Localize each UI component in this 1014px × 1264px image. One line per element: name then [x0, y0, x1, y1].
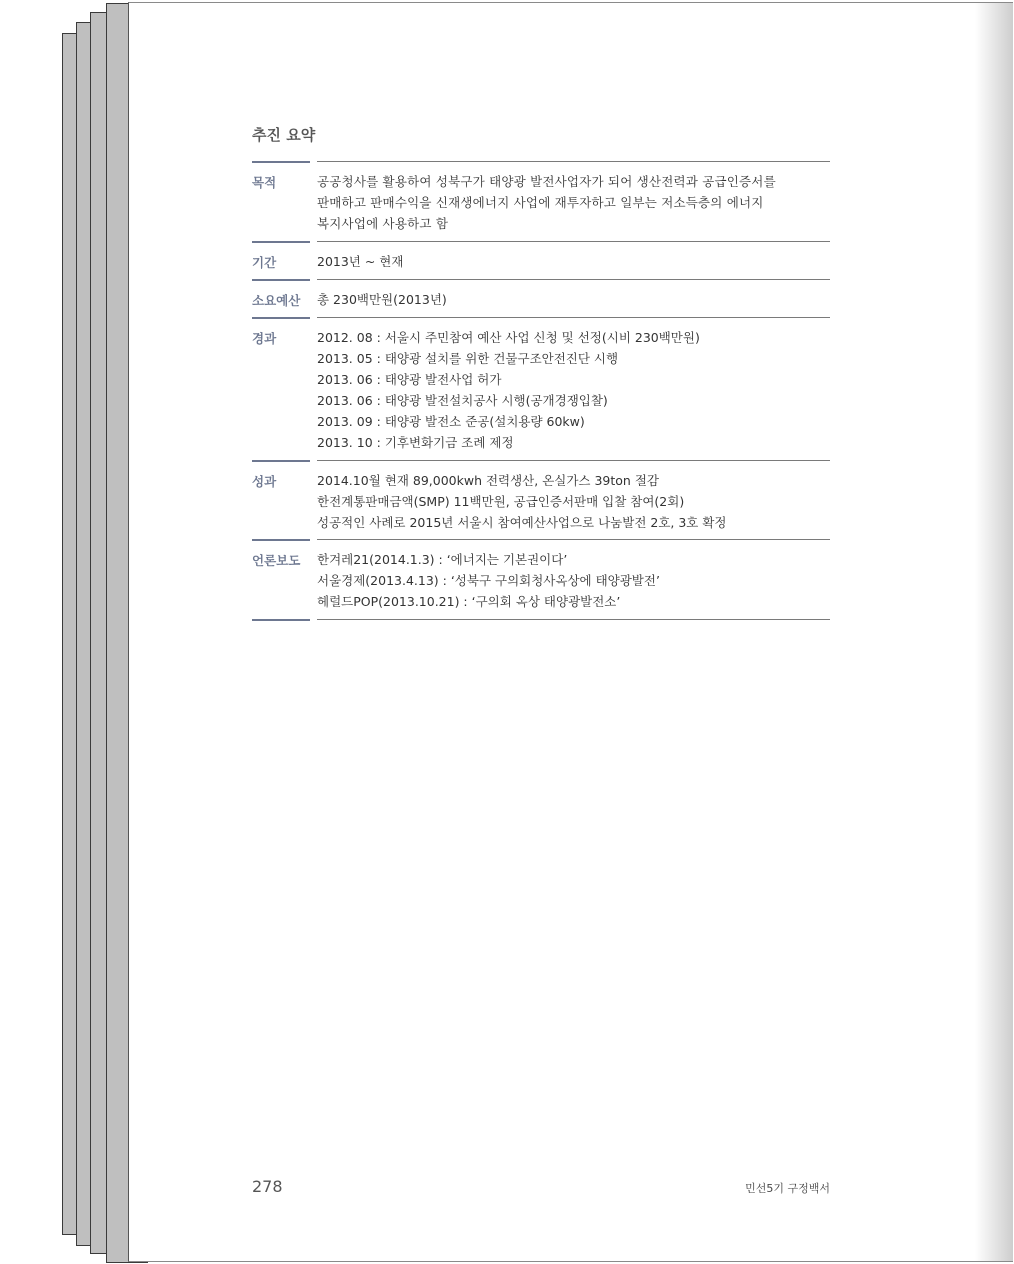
section-title: 추진 요약: [252, 126, 316, 144]
row-value: [317, 460, 830, 539]
row-line: 2013. 05 : 태양광 설치를 위한 건물구조안전진단 시행: [317, 351, 619, 366]
book-title: 민선5기 구정백서: [745, 1182, 830, 1195]
row-label: 성과: [252, 460, 310, 539]
table-bottom-rule: [252, 619, 310, 621]
row-line: 공공청사를 활용하여 성북구가 태양광 발전사업자가 되어 생산전력과 공급인증서를: [317, 174, 776, 189]
row-line: 한겨레21(2014.1.3) : ‘에너지는 기본권이다’: [317, 552, 568, 567]
summary-row-progress: [252, 317, 830, 460]
row-line: 성공적인 사례로 2015년 서울시 참여예산사업으로 나눔발전 2호, 3호 확정: [317, 515, 727, 530]
row-line: 판매하고 판매수익을 신재생에너지 사업에 재투자하고 일부는 저소득층의 에너지: [317, 195, 764, 210]
summary-row-press: [252, 539, 830, 619]
row-line: 헤럴드POP(2013.10.21) : ‘구의회 옥상 태양광발전소’: [317, 594, 621, 609]
row-label: 기간: [252, 241, 310, 279]
row-value: [317, 279, 830, 317]
row-line: 2013년 ~ 현재: [317, 254, 404, 269]
row-line: 복지사업에 사용하고 함: [317, 216, 449, 231]
summary-row-results: [252, 460, 830, 539]
page-shadow: [975, 3, 1013, 1261]
row-label: 언론보도: [252, 539, 310, 619]
row-line: 2013. 06 : 태양광 발전설치공사 시행(공개경쟁입찰): [317, 393, 608, 408]
row-label: 소요예산: [252, 279, 310, 317]
row-label: 목적: [252, 161, 310, 241]
row-line: 2014.10월 현재 89,000kwh 전력생산, 온실가스 39ton 절감: [317, 473, 659, 488]
row-line: 2013. 09 : 태양광 발전소 준공(설치용량 60kw): [317, 414, 585, 429]
row-line: 2013. 10 : 기후변화기금 조례 제정: [317, 435, 514, 450]
page-number: 278: [252, 1177, 283, 1196]
row-line: 한전계통판매금액(SMP) 11백만원, 공급인증서판매 입찰 참여(2회): [317, 494, 685, 509]
row-line: 2013. 06 : 태양광 발전사업 허가: [317, 372, 502, 387]
row-label: 경과: [252, 317, 310, 460]
row-value: [317, 539, 830, 619]
row-line: 총 230백만원(2013년): [317, 292, 447, 307]
row-line: 2012. 08 : 서울시 주민참여 예산 사업 신청 및 선정(시비 230백만원): [317, 330, 700, 345]
summary-row-purpose: [252, 161, 830, 241]
summary-row-budget: [252, 279, 830, 317]
row-value: [317, 241, 830, 279]
summary-row-period: [252, 241, 830, 279]
row-line: 서울경제(2013.4.13) : ‘성북구 구의회청사옥상에 태양광발전’: [317, 573, 660, 588]
row-value: [317, 317, 830, 460]
table-bottom-rule: [317, 619, 830, 620]
row-value: [317, 161, 830, 241]
